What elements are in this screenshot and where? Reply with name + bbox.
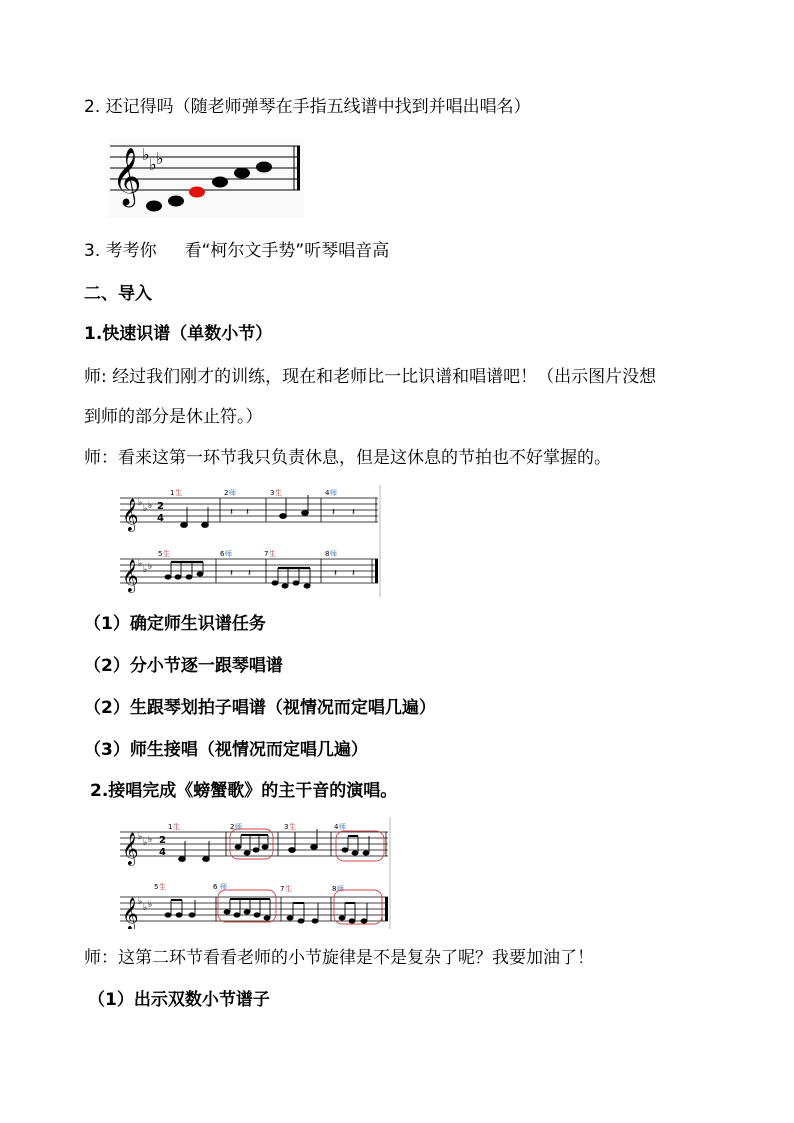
- svg-text:𝄽: 𝄽: [332, 507, 336, 518]
- step-last: （1）出示双数小节谱子: [88, 990, 270, 1010]
- teacher-label: 师: [339, 823, 346, 831]
- step-3: （2）生跟琴划拍子唱谱（视情况而定唱几遍）: [84, 698, 436, 718]
- teacher-label: 师: [235, 823, 242, 831]
- step-1: （1）确定师生识谱任务: [84, 614, 266, 634]
- measure-number: 2: [230, 823, 235, 831]
- student-label: 生: [173, 823, 180, 831]
- flat-icon: ♭: [138, 897, 143, 907]
- student-label: 生: [175, 489, 182, 497]
- subheading-2: 2.接唱完成《螃蟹歌》的主干音的演唱。: [90, 781, 398, 801]
- teacher-line-2: 师：看来这第一环节我只负责休息，但是这休息的节拍也不好掌握的。: [84, 448, 611, 468]
- item-3-text: 看“柯尔文手势”听琴唱音高: [184, 241, 390, 261]
- flat-icon: ♭: [148, 835, 153, 845]
- measure-number: 7: [264, 550, 269, 558]
- measure-number: 8: [332, 885, 337, 893]
- teacher-label: 师: [337, 885, 344, 893]
- note: [146, 201, 162, 212]
- teacher-label: 师: [220, 883, 227, 891]
- measure-number: 5: [158, 550, 163, 558]
- section-heading: 二、导入: [84, 284, 152, 304]
- score-rest-exercise: [118, 485, 382, 597]
- svg-text:𝄽: 𝄽: [230, 507, 234, 518]
- measure-number: 7: [280, 885, 285, 893]
- student-label: 生: [275, 489, 282, 497]
- measure-number: 2: [224, 489, 229, 497]
- student-label: 生: [269, 550, 276, 558]
- svg-text:𝄽: 𝄽: [246, 507, 250, 518]
- measure-number: 1: [168, 823, 173, 831]
- finger-staff-image: [108, 138, 304, 218]
- flat-icon: ♭: [149, 155, 157, 174]
- time-signature-bottom: 4: [157, 513, 164, 524]
- flat-icon: ♭: [138, 559, 143, 569]
- subheading-1: 1.快速识谱（单数小节）: [84, 324, 273, 344]
- score-crab-song: [118, 817, 392, 929]
- student-label: 生: [285, 885, 292, 893]
- svg-text:𝄽: 𝄽: [248, 568, 252, 579]
- step-2: （2）分小节逐一跟琴唱谱: [84, 656, 283, 676]
- teacher-label: 师: [330, 550, 337, 558]
- note: [212, 177, 228, 188]
- flat-icon: ♭: [143, 565, 148, 575]
- note: [256, 162, 272, 173]
- note: [234, 168, 250, 179]
- svg-text:𝄽: 𝄽: [230, 568, 234, 579]
- treble-clef-icon: 𝄞: [122, 832, 139, 865]
- flat-icon: ♭: [148, 501, 153, 511]
- treble-clef-icon: 𝄞: [112, 147, 142, 205]
- note: [168, 196, 184, 207]
- measure-number: 6: [213, 883, 218, 891]
- treble-clef-icon: 𝄞: [122, 897, 139, 929]
- flat-icon: ♭: [156, 149, 164, 168]
- measure-number: 3: [284, 823, 289, 831]
- flat-icon: ♭: [142, 145, 150, 164]
- measure-number: 1: [170, 489, 175, 497]
- teacher-label: 师: [330, 489, 337, 497]
- flat-icon: ♭: [143, 903, 148, 913]
- student-label: 生: [289, 823, 296, 831]
- measure-number: 4: [334, 823, 339, 831]
- measure-number: 5: [154, 883, 159, 891]
- item-3: [84, 240, 389, 262]
- teacher-label: 师: [225, 550, 232, 558]
- svg-text:𝄽: 𝄽: [352, 507, 356, 518]
- teacher-line-3: 师：这第二环节看看老师的小节旋律是不是复杂了呢？我要加油了！: [84, 948, 594, 968]
- highlighted-note: [189, 187, 205, 198]
- treble-clef-icon: 𝄞: [122, 559, 139, 592]
- measure-number: 8: [325, 550, 330, 558]
- step-4: （3）师生接唱（视情况而定唱几遍）: [84, 740, 368, 760]
- teacher-line-1b: 到师的部分是休止符。）: [84, 407, 263, 427]
- treble-clef-icon: 𝄞: [122, 498, 139, 531]
- flat-icon: ♭: [148, 900, 153, 910]
- item-3-label: 3. 考考你: [84, 241, 157, 261]
- flat-icon: ♭: [148, 562, 153, 572]
- flat-icon: ♭: [143, 504, 148, 514]
- teacher-label: 师: [229, 489, 236, 497]
- flat-icon: ♭: [138, 832, 143, 842]
- time-signature-bottom: 4: [159, 847, 166, 858]
- svg-text:𝄽: 𝄽: [352, 568, 356, 579]
- time-signature-top: 2: [159, 835, 166, 846]
- flat-icon: ♭: [138, 498, 143, 508]
- teacher-line-1a: 师: 经过我们刚才的训练，现在和老师比一比识谱和唱谱吧！（出示图片没想: [84, 367, 657, 387]
- measure-number: 4: [325, 489, 330, 497]
- flat-icon: ♭: [143, 838, 148, 848]
- measure-number: 3: [270, 489, 275, 497]
- item-2-text: 2. 还记得吗（随老师弹琴在手指五线谱中找到并唱出唱名）: [84, 97, 531, 117]
- svg-text:𝄽: 𝄽: [334, 568, 338, 579]
- student-label: 生: [159, 883, 166, 891]
- time-signature-top: 2: [157, 501, 164, 512]
- measure-number: 6: [220, 550, 225, 558]
- student-label: 生: [163, 550, 170, 558]
